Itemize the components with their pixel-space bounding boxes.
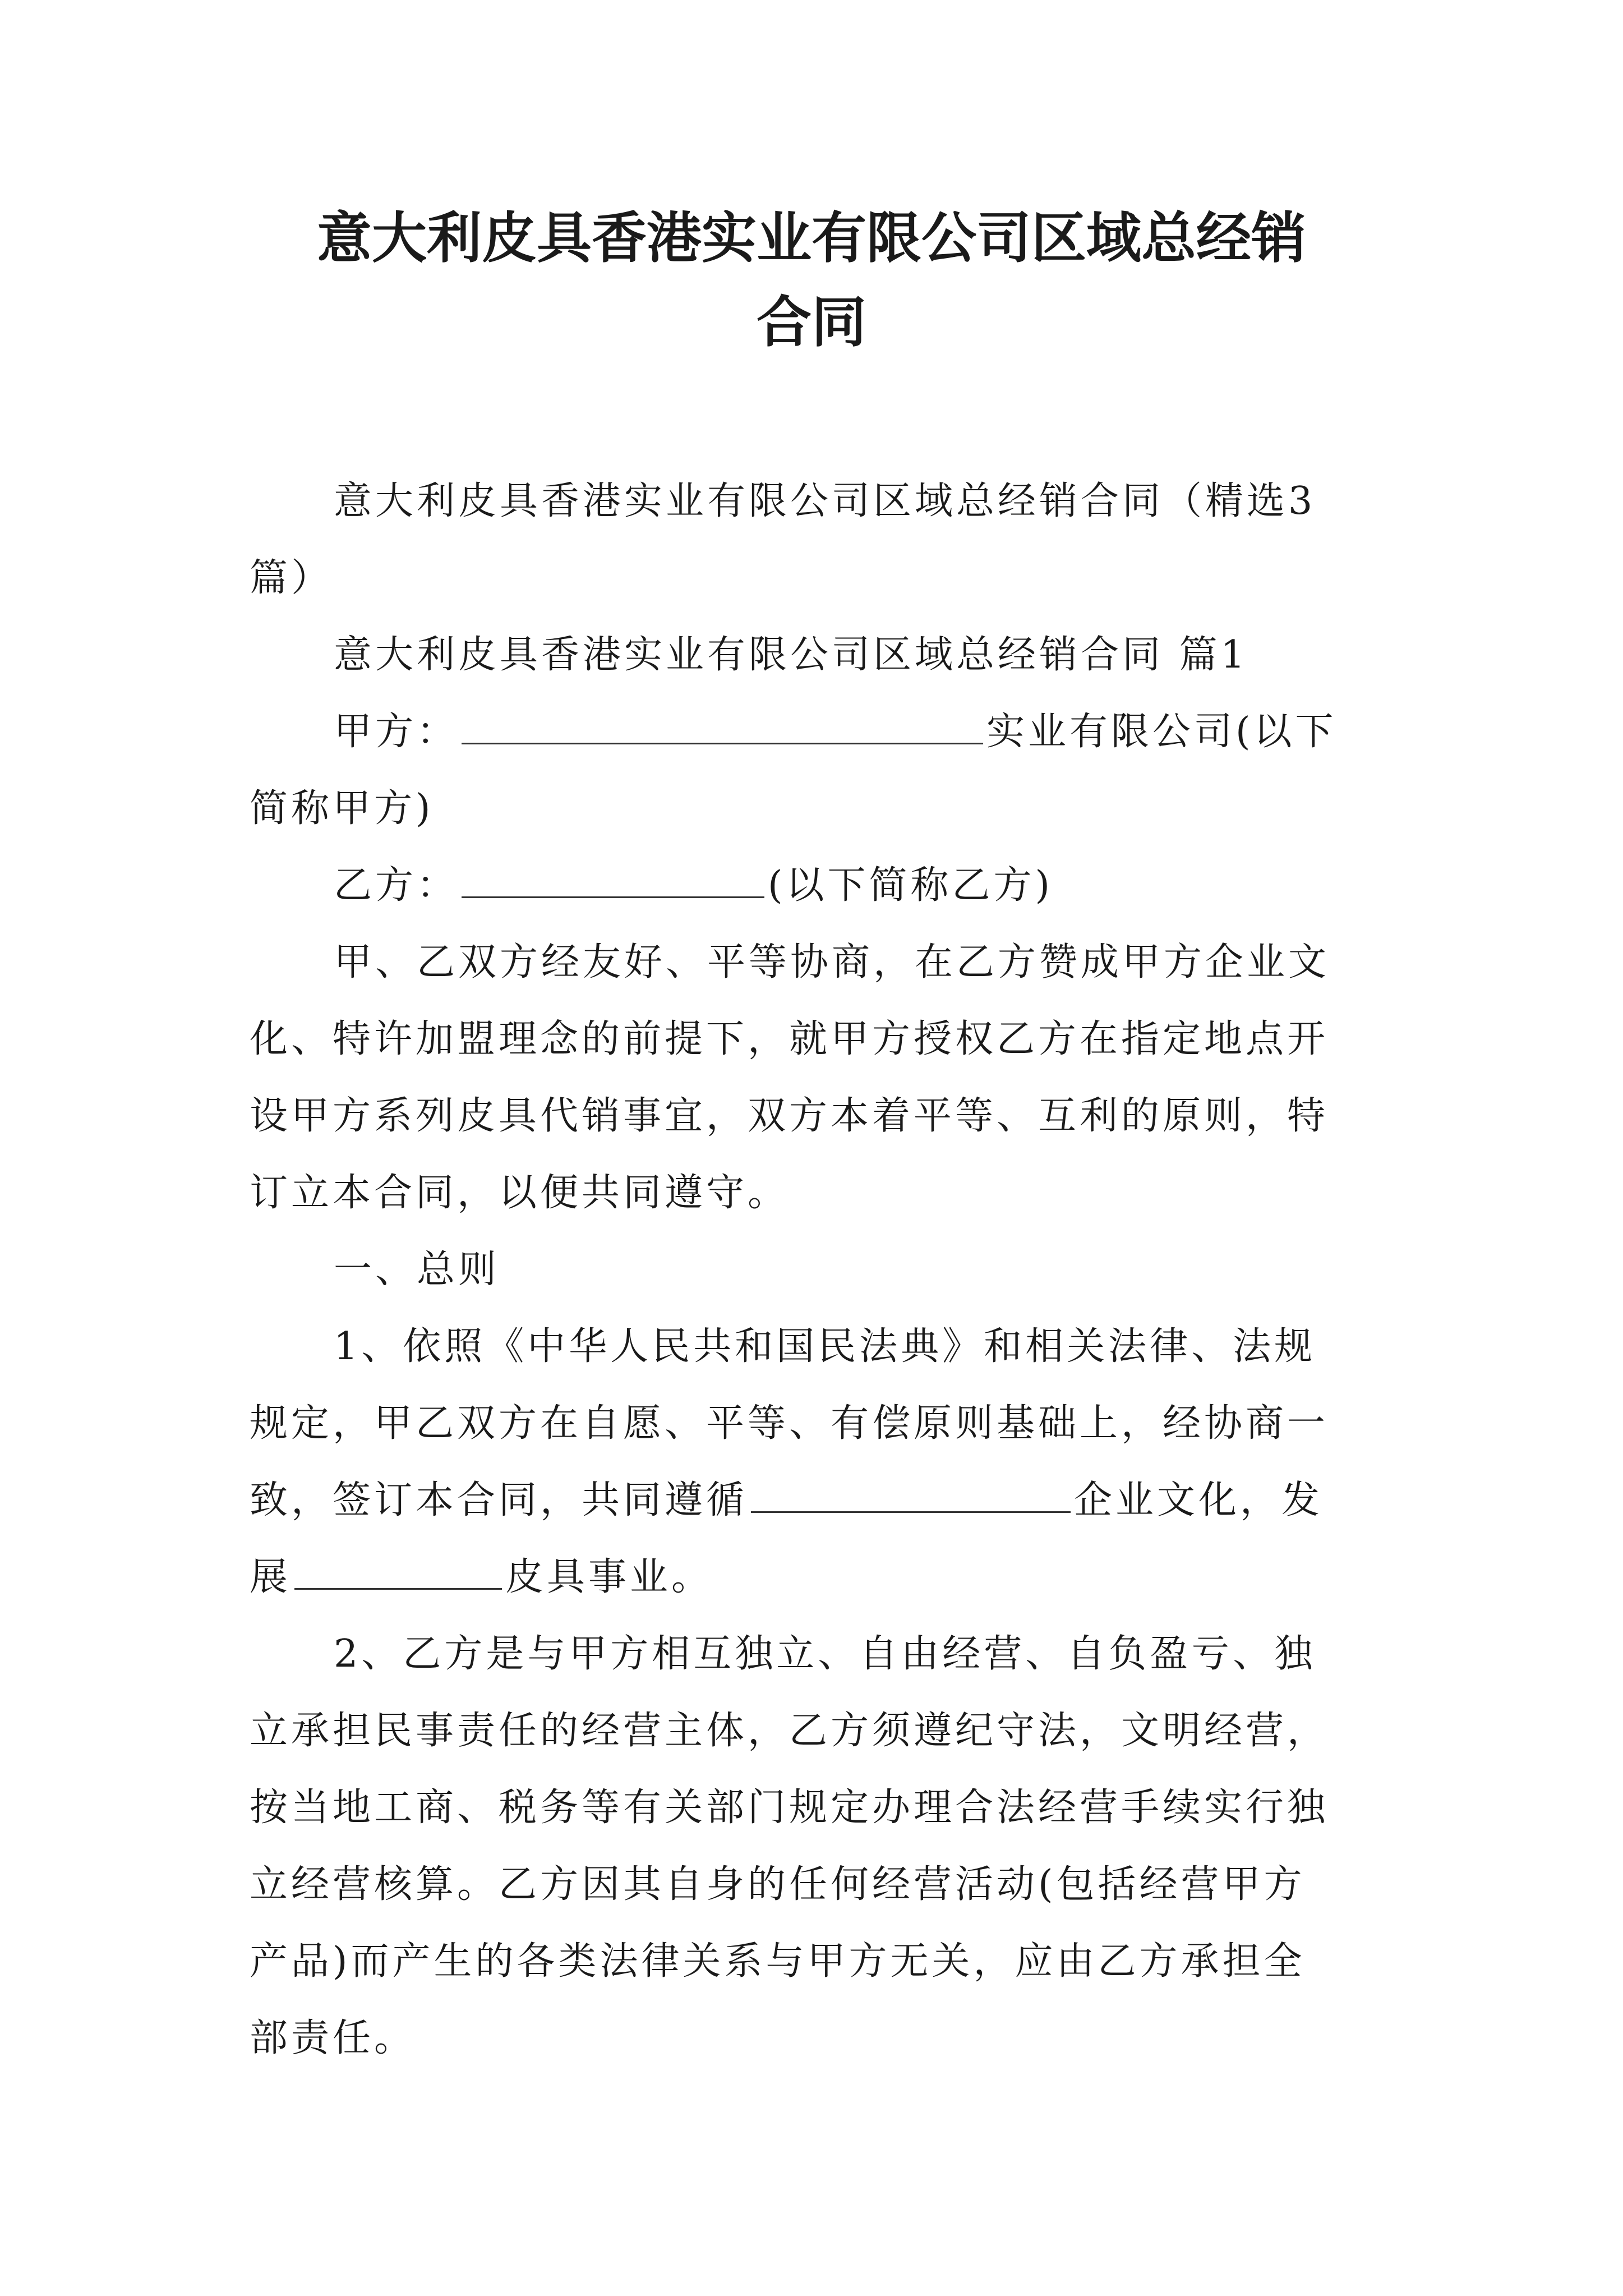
text-line: 2、乙方是与甲方相互独立、自由经营、自负盈亏、独 [334, 1632, 1316, 1676]
culture-name-blank [751, 1467, 1071, 1513]
text-line: 篇） [250, 556, 333, 600]
party-a-paragraph [250, 693, 1394, 847]
party-a-suffix: 实业有限公司(以下 [986, 710, 1337, 754]
chapter-heading [250, 1231, 1394, 1308]
document-body [250, 463, 1394, 2077]
text-line: 规定，甲乙双方在自愿、平等、有偿原则基础上，经协商一 [250, 1401, 1329, 1446]
title-line: 意大利皮具香港实业有限公司区域总经销 [316, 206, 1306, 270]
brand-name-blank [294, 1544, 502, 1590]
text-line: 部责任。 [250, 2016, 416, 2060]
clause-1-text: 企业文化，发 [1074, 1478, 1324, 1522]
document-title [168, 196, 1455, 365]
text-line: 甲、乙双方经友好、平等协商，在乙方赞成甲方企业文 [334, 940, 1330, 984]
party-b-suffix: (以下简称乙方) [768, 863, 1054, 908]
text-line: 设甲方系列皮具代销事宜，双方本着平等、互利的原则，特 [250, 1094, 1329, 1138]
clause-1-text: 致，签订本合同，共同遵循 [250, 1478, 748, 1522]
intro-paragraph [250, 463, 1394, 616]
title-line: 合同 [756, 290, 866, 355]
party-b-paragraph [250, 847, 1394, 924]
clause-2-paragraph [250, 1616, 1394, 2077]
party-b-label: 乙方： [334, 863, 459, 908]
text-line: 按当地工商、税务等有关部门规定办理合法经营手续实行独 [250, 1786, 1329, 1830]
party-b-name-blank [462, 853, 764, 898]
party-a-name-blank [462, 699, 983, 744]
text-line: 简称甲方) [250, 786, 434, 831]
clause-1-text: 皮具事业。 [505, 1555, 713, 1599]
text-line: 1、依照《中华人民共和国民法典》和相关法律、法规 [334, 1324, 1316, 1369]
section-heading [250, 616, 1394, 693]
text-line: 一、总则 [334, 1248, 500, 1292]
text-line: 意大利皮具香港实业有限公司区域总经销合同 篇1 [334, 633, 1248, 677]
text-line: 立承担民事责任的经营主体，乙方须遵纪守法，文明经营， [250, 1709, 1329, 1753]
preamble-paragraph [250, 924, 1394, 1231]
text-line: 订立本合同，以便共同遵守。 [250, 1171, 790, 1215]
text-line: 意大利皮具香港实业有限公司区域总经销合同（精选3 [334, 479, 1316, 523]
party-a-label: 甲方： [334, 710, 459, 754]
text-line: 立经营核算。乙方因其自身的任何经营活动(包括经营甲方 [250, 1862, 1306, 1907]
text-line [250, 693, 1394, 770]
text-line [250, 847, 1394, 924]
text-line: 产品)而产生的各类法律关系与甲方无关，应由乙方承担全 [250, 1939, 1306, 1984]
text-line [250, 1539, 1394, 1616]
clause-1-text: 展 [250, 1555, 292, 1599]
text-line [250, 1462, 1394, 1539]
text-line: 化、特许加盟理念的前提下，就甲方授权乙方在指定地点开 [250, 1017, 1329, 1061]
clause-1-paragraph [250, 1308, 1394, 1616]
